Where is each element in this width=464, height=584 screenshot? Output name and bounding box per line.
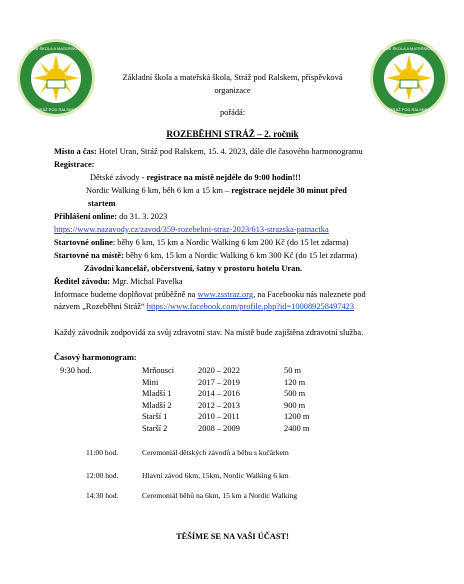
schedule-start-time: 9:30 hod. (60, 366, 92, 375)
event-description: Hlavní závod 6km, 15km, Nordic Walking 6 km (142, 471, 289, 480)
facebook-link[interactable]: https://www.facebook.com/profile.php?id=100089258497423 (146, 302, 355, 311)
registration-adults-cont: startem (88, 199, 116, 208)
category-distance: 900 m (284, 400, 306, 410)
more-info-line-1: Informace budeme doplňovat průběžně na www.zsstraz.org, na Facebooku nás naleznete pod (54, 290, 366, 299)
category-name: Mladší 2 (142, 400, 172, 410)
category-years: 2012 – 2013 (198, 400, 240, 410)
presents-label: pořádá: (219, 108, 246, 117)
category-distance: 1200 m (284, 412, 310, 421)
organizer-line-2: organizace (214, 86, 251, 95)
category-name: Mrňousci (142, 366, 175, 375)
svg-text:STRÁŽ POD RALSKEM: STRÁŽ POD RALSKEM (34, 107, 78, 112)
registration-adults: Nordic Walking 6 km, běh 6 km a 15 km – registrace nejdéle 30 minut před (86, 186, 347, 195)
category-distance: 120 m (284, 377, 306, 387)
closing-message: TĚŠÍME SE NA VAŠI ÚČAST! (176, 532, 289, 541)
category-years: 2010 – 2011 (198, 412, 240, 421)
organizer-line-1: Základní škola a mateřská škola, Stráž pod Ralskem, příspěvková (122, 73, 343, 82)
category-distance: 50 m (284, 366, 301, 375)
online-registration-link[interactable]: https://www.nazavody.cz/zavod/359-rozebehni-straz-2023/613-strazska-patnactka (54, 225, 329, 234)
more-info-line-2: názvem „Rozeběhni Stráž“ https://www.facebook.com/profile.php?id=100089258497423 (54, 302, 355, 311)
event-time: 12:00 hod. (86, 471, 119, 480)
school-logo-left (16, 38, 96, 118)
svg-text:ZÁKLADNÍ ŠKOLA A MATEŘSKÁ ŠKOL: ZÁKLADNÍ ŠKOLA A MATEŘSKÁ ŠKOLA (18, 46, 94, 51)
event-time: 11:00 hod. (86, 448, 119, 457)
page-title: ROZEBĚHNI STRÁŽ – 2. ročník (166, 129, 299, 139)
school-logo-right (369, 38, 449, 118)
fee-online: Startovné online: běhy 6 km, 15 km a Nordic Walking 6 km 200 Kč (do 15 let zdarma) (54, 238, 349, 247)
category-distance: 500 m (284, 389, 306, 398)
race-director: Ředitel závodu: Mgr. Michal Pavelka (54, 277, 183, 286)
schedule-label: Časový harmonogram: (54, 353, 137, 362)
event-time: 14:30 hod. (86, 491, 119, 500)
category-years: 2008 – 2009 (198, 423, 240, 433)
svg-text:STRÁŽ POD RALSKEM: STRÁŽ POD RALSKEM (387, 107, 431, 112)
health-responsibility: Každý závodník zodpovídá za svůj zdravotní stav. Na místě bude zajištěna zdravotní služba. (54, 328, 364, 337)
svg-text:ZÁKLADNÍ ŠKOLA A MATEŘSKÁ ŠKOL: ZÁKLADNÍ ŠKOLA A MATEŘSKÁ ŠKOLA (371, 46, 447, 51)
category-years: 2017 – 2019 (198, 377, 240, 387)
category-name: Mini (142, 377, 159, 387)
category-years: 2020 – 2022 (198, 366, 240, 375)
registration-label: Registrace: (54, 160, 95, 169)
online-registration: Přihlášení online: do 31. 3. 2023 (54, 212, 168, 221)
category-name: Starší 1 (142, 412, 168, 421)
fee-on-site: Startovné na místě: běhy 6 km, 15 km a Nordic Walking 6 km 300 Kč (do 15 let zdarma) (54, 251, 358, 260)
category-name: Mladší 1 (142, 389, 172, 398)
category-name: Starší 2 (142, 423, 168, 433)
registration-kids: Dětské závody - registrace na místě nejdéle do 9:00 hodin!!! (90, 173, 301, 182)
category-years: 2014 – 2016 (198, 389, 240, 398)
place-and-time: Místo a čas: Hotel Uran, Stráž pod Ralskem, 15. 4. 2023, dále dle časového harmonogramu (54, 147, 363, 156)
category-distance: 2400 m (284, 423, 310, 433)
event-description: Ceremoniál běhů na 6km, 15 km a Nordic Walking (142, 491, 298, 500)
race-office: Závodní kancelář, občerstvení, šatny v prostoru hotelu Uran. (84, 264, 303, 273)
school-website-link[interactable]: www.zsstraz.org (197, 290, 254, 299)
event-description: Ceremoniál dětských závodů a běhu s kočárkem (142, 448, 289, 457)
